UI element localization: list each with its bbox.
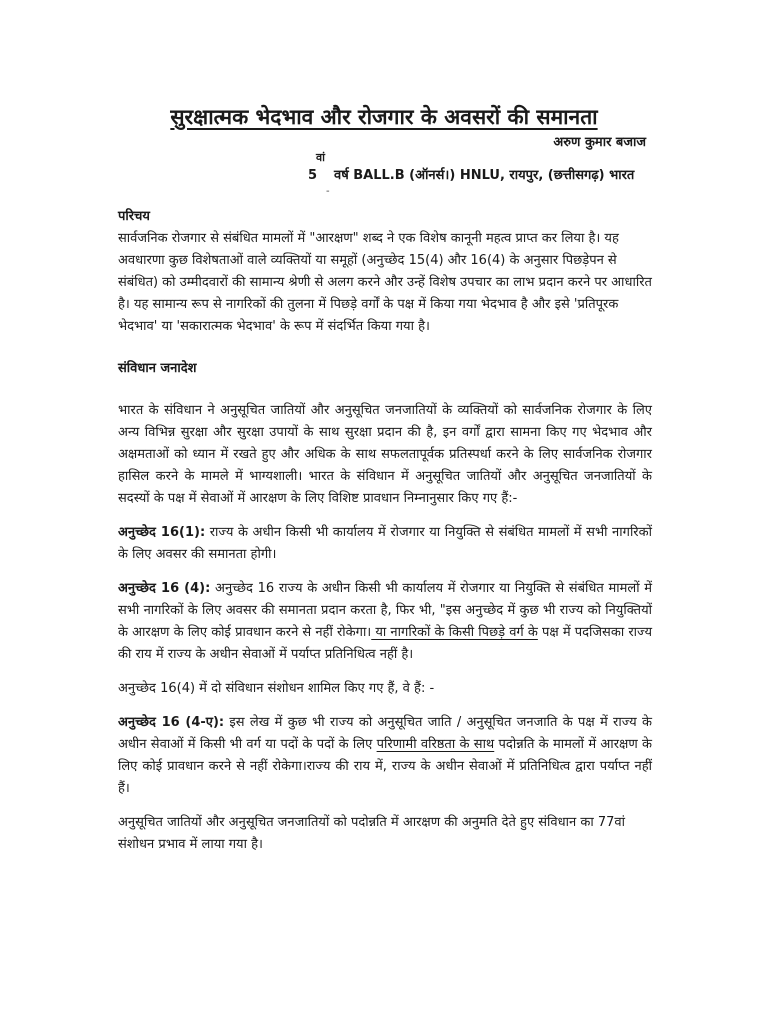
document-title: सुरक्षात्मक भेदभाव और रोजगार के अवसरों की समानता (170, 105, 598, 129)
author-name: अरुण कुमार बजाज (553, 135, 646, 150)
affiliation-superscript: वां (316, 151, 325, 164)
document-body (118, 206, 652, 856)
article-16-4a-text-end: पदोन्नति के मामलों में आरक्षण के लिए कोई प्रावधान करने से नहीं रोकेगा।राज्य की राय में, राज्य के अधीन सेवाओं में प्रतिनिधित्व द्वारा पर्याप्त नहीं हैं। (118, 737, 653, 796)
amendments-intro: अनुच्छेद 16(4) में दो संविधान संशोधन शामिल किए गए हैं, वे हैं: - (118, 681, 435, 696)
article-16-4-text: अनुच्छेद 16 राज्य के अधीन किसी भी कार्यालय में रोजगार या नियुक्ति से संबंधित मामलों में सभी नागरिकों के लिए अवसर की समानता प्रदान करता है, फिर भी, "इस अनुच्छेद में कुछ भी राज्य को नियुक्तियों के आरक्षण के लिए कोई प्रावधान करने से नहीं रोकेगा। (118, 581, 653, 640)
article-16-4a-text: इस लेख में कुछ भी राज्य को अनुसूचित जाति / अनुसूचित जनजाति के पक्ष में राज्य के अधीन सेवाओं में किसी भी वर्ग या पदों के पदों के लिए (118, 715, 652, 752)
article-16-4-label: अनुच्छेद 16 (4): (118, 581, 211, 596)
intro-paragraph: सार्वजनिक रोजगार से संबंधित मामलों में "आरक्षण" शब्द ने एक विशेष कानूनी महत्व प्राप्त कर लिया है। यह अवधारणा कुछ विशेषताओं वाले व्यक्तियों या समूहों (अनुच्छेद 15(4) और 16(4) के अनुसार पिछड़ेपन से संबंधित) को उम्मीदवारों की सामान्य श्रेणी से अलग करने और उन्हें विशेष उपचार का लाभ प्रदान करने पर आधारित है। यह सामान्य रूप से नागरिकों की तुलना में पिछड़े वर्गों के पक्ष में किया गया भेदभाव है और इसे 'प्रतिपूरक भेदभाव' या 'सकारात्मक भेदभाव' के रूप में संदर्भित किया गया है। (118, 231, 652, 334)
article-16-1-label: अनुच्छेद 16(1): (118, 525, 206, 540)
affiliation-dash: - (326, 186, 330, 197)
article-16-4a-underlined: परिणामी वरिष्ठता के साथ (376, 737, 495, 752)
affiliation-number: 5 (308, 168, 318, 183)
intro-heading: परिचय (118, 209, 150, 224)
article-16-1 (118, 522, 652, 566)
mandate-heading: संविधान जनादेश (118, 361, 197, 376)
affiliation-line (308, 165, 634, 183)
article-16-4-text-end: पक्ष में पदजिसका राज्य की राय में राज्य के अधीन सेवाओं में पर्याप्त प्रतिनिधित्व नहीं है। (118, 625, 652, 662)
article-16-4-underlined: या नागरिकों के किसी पिछड़े वर्ग के (371, 625, 538, 640)
article-16-4 (118, 578, 652, 666)
mandate-paragraph: भारत के संविधान ने अनुसूचित जातियों और अनुसूचित जनजातियों के व्यक्तियों को सार्वजनिक रोजगार के लिए अन्य विभिन्न सुरक्षा और सुरक्षा उपायों के साथ सुरक्षा प्रदान की है, इन वर्गों द्वारा सामना किए गए भेदभाव और अक्षमताओं को ध्यान में रखते हुए और अधिक के साथ सफलतापूर्वक प्रतिस्पर्धा करने के लिए सार्वजनिक रोजगार हासिल करने के मामले में भाग्यशाली। भारत के संविधान में अनुसूचित जातियों और अनुसूचित जनजातियों के सदस्यों के पक्ष में सेवाओं में आरक्षण के लिए विशिष्ट प्रावधान निम्नानुसार किए गए हैं:- (118, 403, 652, 506)
affiliation-text: वर्ष BALL.B (ऑनर्स।) HNLU, रायपुर, (छत्तीसगढ़) भारत (334, 168, 635, 183)
closing-paragraph: अनुसूचित जातियों और अनुसूचित जनजातियों को पदोन्नति में आरक्षण की अनुमति देते हुए संविधान का 77वां संशोधन प्रभाव में लाया गया है। (118, 815, 625, 852)
article-16-4a (118, 712, 652, 800)
article-16-1-text: राज्य के अधीन किसी भी कार्यालय में रोजगार या नियुक्ति से संबंधित मामलों में सभी नागरिकों के लिए अवसर की समानता होगी। (118, 525, 652, 562)
article-16-4a-label: अनुच्छेद 16 (4-ए): (118, 715, 225, 730)
